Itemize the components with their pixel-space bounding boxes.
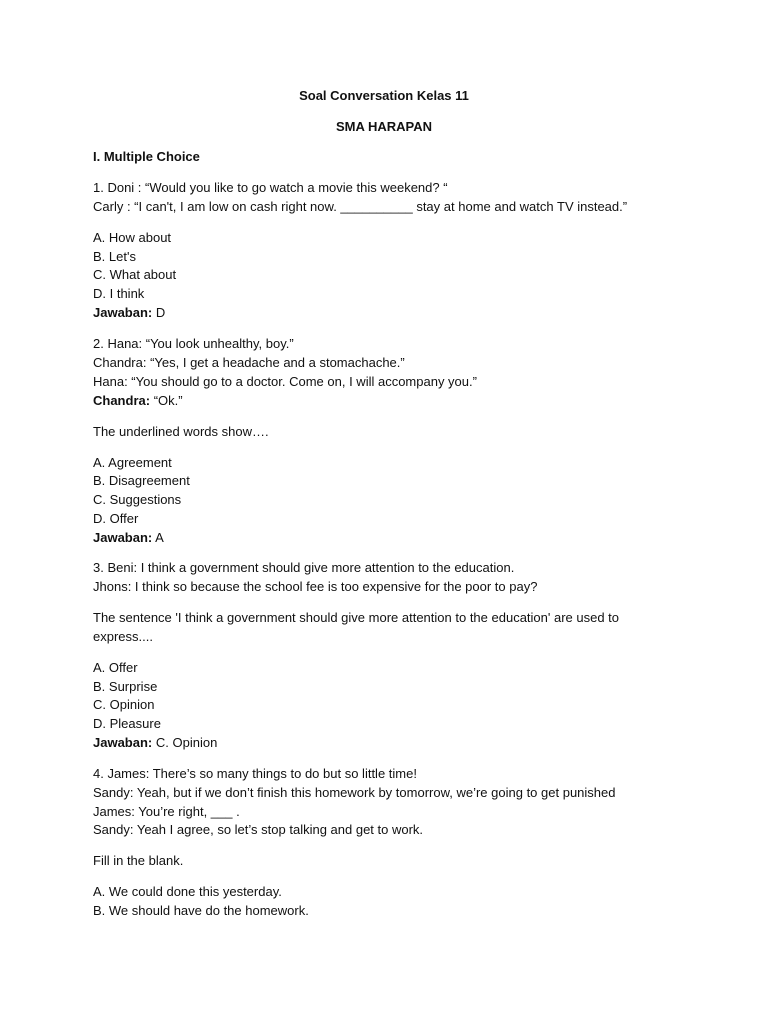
q1-answer <box>93 304 165 322</box>
answer-label: Jawaban: <box>93 305 153 320</box>
q4-line: Sandy: Yeah, but if we don’t finish this homework by tomorrow, we’re going to get punished <box>93 785 616 800</box>
q2-option: D. Offer <box>93 511 139 526</box>
q2-option: B. Disagreement <box>93 473 190 488</box>
q3-option: B. Surprise <box>93 679 158 694</box>
q2-line: Hana: “You should go to a doctor. Come on, I will accompany you.” <box>93 374 477 389</box>
q3-option: C. Opinion <box>93 697 155 712</box>
school-name: SMA HARAPAN <box>335 119 433 134</box>
q4-prompt: Fill in the blank. <box>93 853 184 868</box>
answer-value: A <box>155 530 164 545</box>
q2-line <box>93 392 183 410</box>
q3-line: Jhons: I think so because the school fee is too expensive for the poor to pay? <box>93 579 538 594</box>
section-heading: I. Multiple Choice <box>93 149 200 164</box>
q2-option: A. Agreement <box>93 455 172 470</box>
q3-prompt: The sentence 'I think a government should give more attention to the education' are used to <box>93 610 620 625</box>
q4-line: James: You’re right, ___ . <box>93 804 240 819</box>
answer-value: D <box>155 305 166 320</box>
document-title: Soal Conversation Kelas 11 <box>299 88 469 103</box>
q1-line: 1. Doni : “Would you like to go watch a movie this weekend? “ <box>93 180 448 195</box>
q2-prompt: The underlined words show…. <box>93 424 269 439</box>
q1-option: B. Let's <box>93 249 136 264</box>
q2-line: 2. Hana: “You look unhealthy, boy.” <box>93 336 294 351</box>
q1-option: C. What about <box>93 267 177 282</box>
speaker-text: “Ok.” <box>153 393 183 408</box>
q3-option: D. Pleasure <box>93 716 161 731</box>
q3-prompt: express.... <box>93 629 153 644</box>
q4-option: A. We could done this yesterday. <box>93 884 282 899</box>
speaker-label: Chandra: <box>93 393 151 408</box>
q3-answer <box>93 734 217 752</box>
q3-option: A. Offer <box>93 660 138 675</box>
q1-line: Carly : “I can't, I am low on cash right now. __________ stay at home and watch TV instead.” <box>93 199 628 214</box>
q1-option: A. How about <box>93 230 172 245</box>
q2-line: Chandra: “Yes, I get a headache and a stomachache.” <box>93 355 405 370</box>
q3-line: 3. Beni: I think a government should give more attention to the education. <box>93 560 515 575</box>
answer-label: Jawaban: <box>93 735 153 750</box>
q2-option: C. Suggestions <box>93 492 182 507</box>
q2-answer <box>93 529 164 547</box>
q1-option: D. I think <box>93 286 145 301</box>
q4-line: 4. James: There’s so many things to do but so little time! <box>93 766 417 781</box>
q4-option: B. We should have do the homework. <box>93 903 309 918</box>
q4-line: Sandy: Yeah I agree, so let’s stop talking and get to work. <box>93 822 424 837</box>
answer-value: C. Opinion <box>155 735 218 750</box>
answer-label: Jawaban: <box>93 530 153 545</box>
